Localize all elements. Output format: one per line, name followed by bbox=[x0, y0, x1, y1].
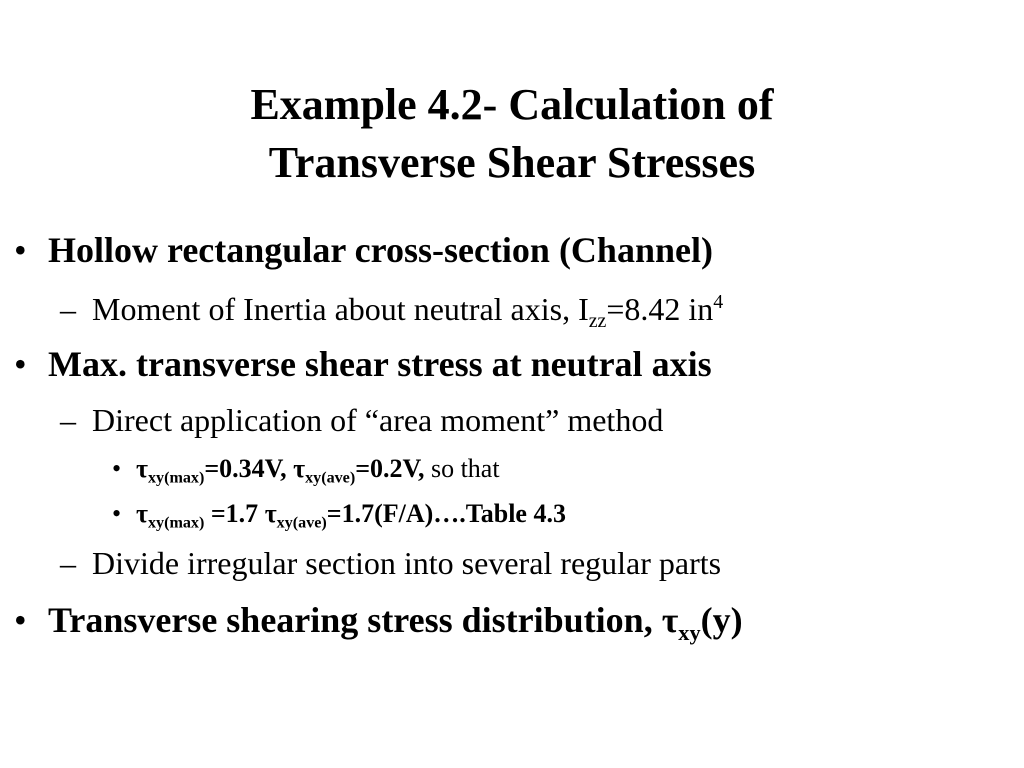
bullet-max-shear-stress bbox=[14, 342, 712, 386]
tau-symbol: τ bbox=[293, 454, 306, 483]
tau-subscript: xy(ave) bbox=[305, 469, 356, 487]
subsubitem-tau-relation bbox=[112, 497, 566, 531]
moi-subscript: zz bbox=[588, 309, 607, 332]
title-line-2: Transverse Shear Stresses bbox=[268, 138, 756, 187]
tau-subscript: xy(max) bbox=[147, 469, 205, 487]
tau-max-value: =0.34V, bbox=[204, 454, 294, 483]
tau-relation-value: =1.7(F/A)….Table 4.3 bbox=[326, 499, 566, 528]
subitem-divide-section bbox=[60, 543, 721, 583]
title-line-1: Example 4.2- Calculation of bbox=[250, 80, 774, 129]
subitem-area-moment-method bbox=[60, 400, 663, 440]
tau-subscript: xy(max) bbox=[147, 514, 205, 532]
bullet-stress-distribution bbox=[14, 598, 743, 645]
bullet-text: Max. transverse shear stress at neutral axis bbox=[48, 344, 712, 384]
tau-symbol: τ bbox=[661, 600, 679, 640]
bullet-hollow-cross-section bbox=[14, 228, 713, 272]
moi-value: =8.42 in bbox=[606, 291, 714, 327]
bullet-icon: • bbox=[112, 499, 122, 528]
tail-text: so that bbox=[424, 454, 500, 483]
subitem-text: Direct application of “area moment” method bbox=[92, 402, 664, 438]
subitem-moment-of-inertia bbox=[60, 289, 724, 332]
moi-superscript: 4 bbox=[713, 291, 724, 314]
slide-title bbox=[0, 76, 1024, 192]
tau-symbol: τ bbox=[136, 454, 148, 483]
tau-symbol: τ bbox=[264, 499, 277, 528]
moi-text: Moment of Inertia about neutral axis, I bbox=[92, 291, 589, 327]
function-arg: (y) bbox=[700, 600, 743, 640]
tau-symbol: τ bbox=[136, 499, 148, 528]
subsubitem-tau-values bbox=[112, 452, 500, 486]
bullet-text: Transverse shearing stress distribution, bbox=[48, 600, 662, 640]
tau-ave-value: =0.2V, bbox=[355, 454, 425, 483]
dash-icon: – bbox=[60, 545, 76, 581]
bullet-icon: • bbox=[112, 454, 122, 483]
subitem-text: Divide irregular section into several regular parts bbox=[92, 545, 722, 581]
bullet-icon: • bbox=[14, 344, 27, 384]
bullet-icon: • bbox=[14, 230, 27, 270]
bullet-text: Hollow rectangular cross-section (Channel) bbox=[48, 230, 713, 270]
tau-subscript: xy bbox=[678, 619, 701, 645]
tau-relation-text: =1.7 bbox=[204, 499, 265, 528]
dash-icon: – bbox=[60, 402, 76, 438]
tau-subscript: xy(ave) bbox=[276, 514, 327, 532]
bullet-icon: • bbox=[14, 600, 27, 640]
dash-icon: – bbox=[60, 291, 76, 327]
